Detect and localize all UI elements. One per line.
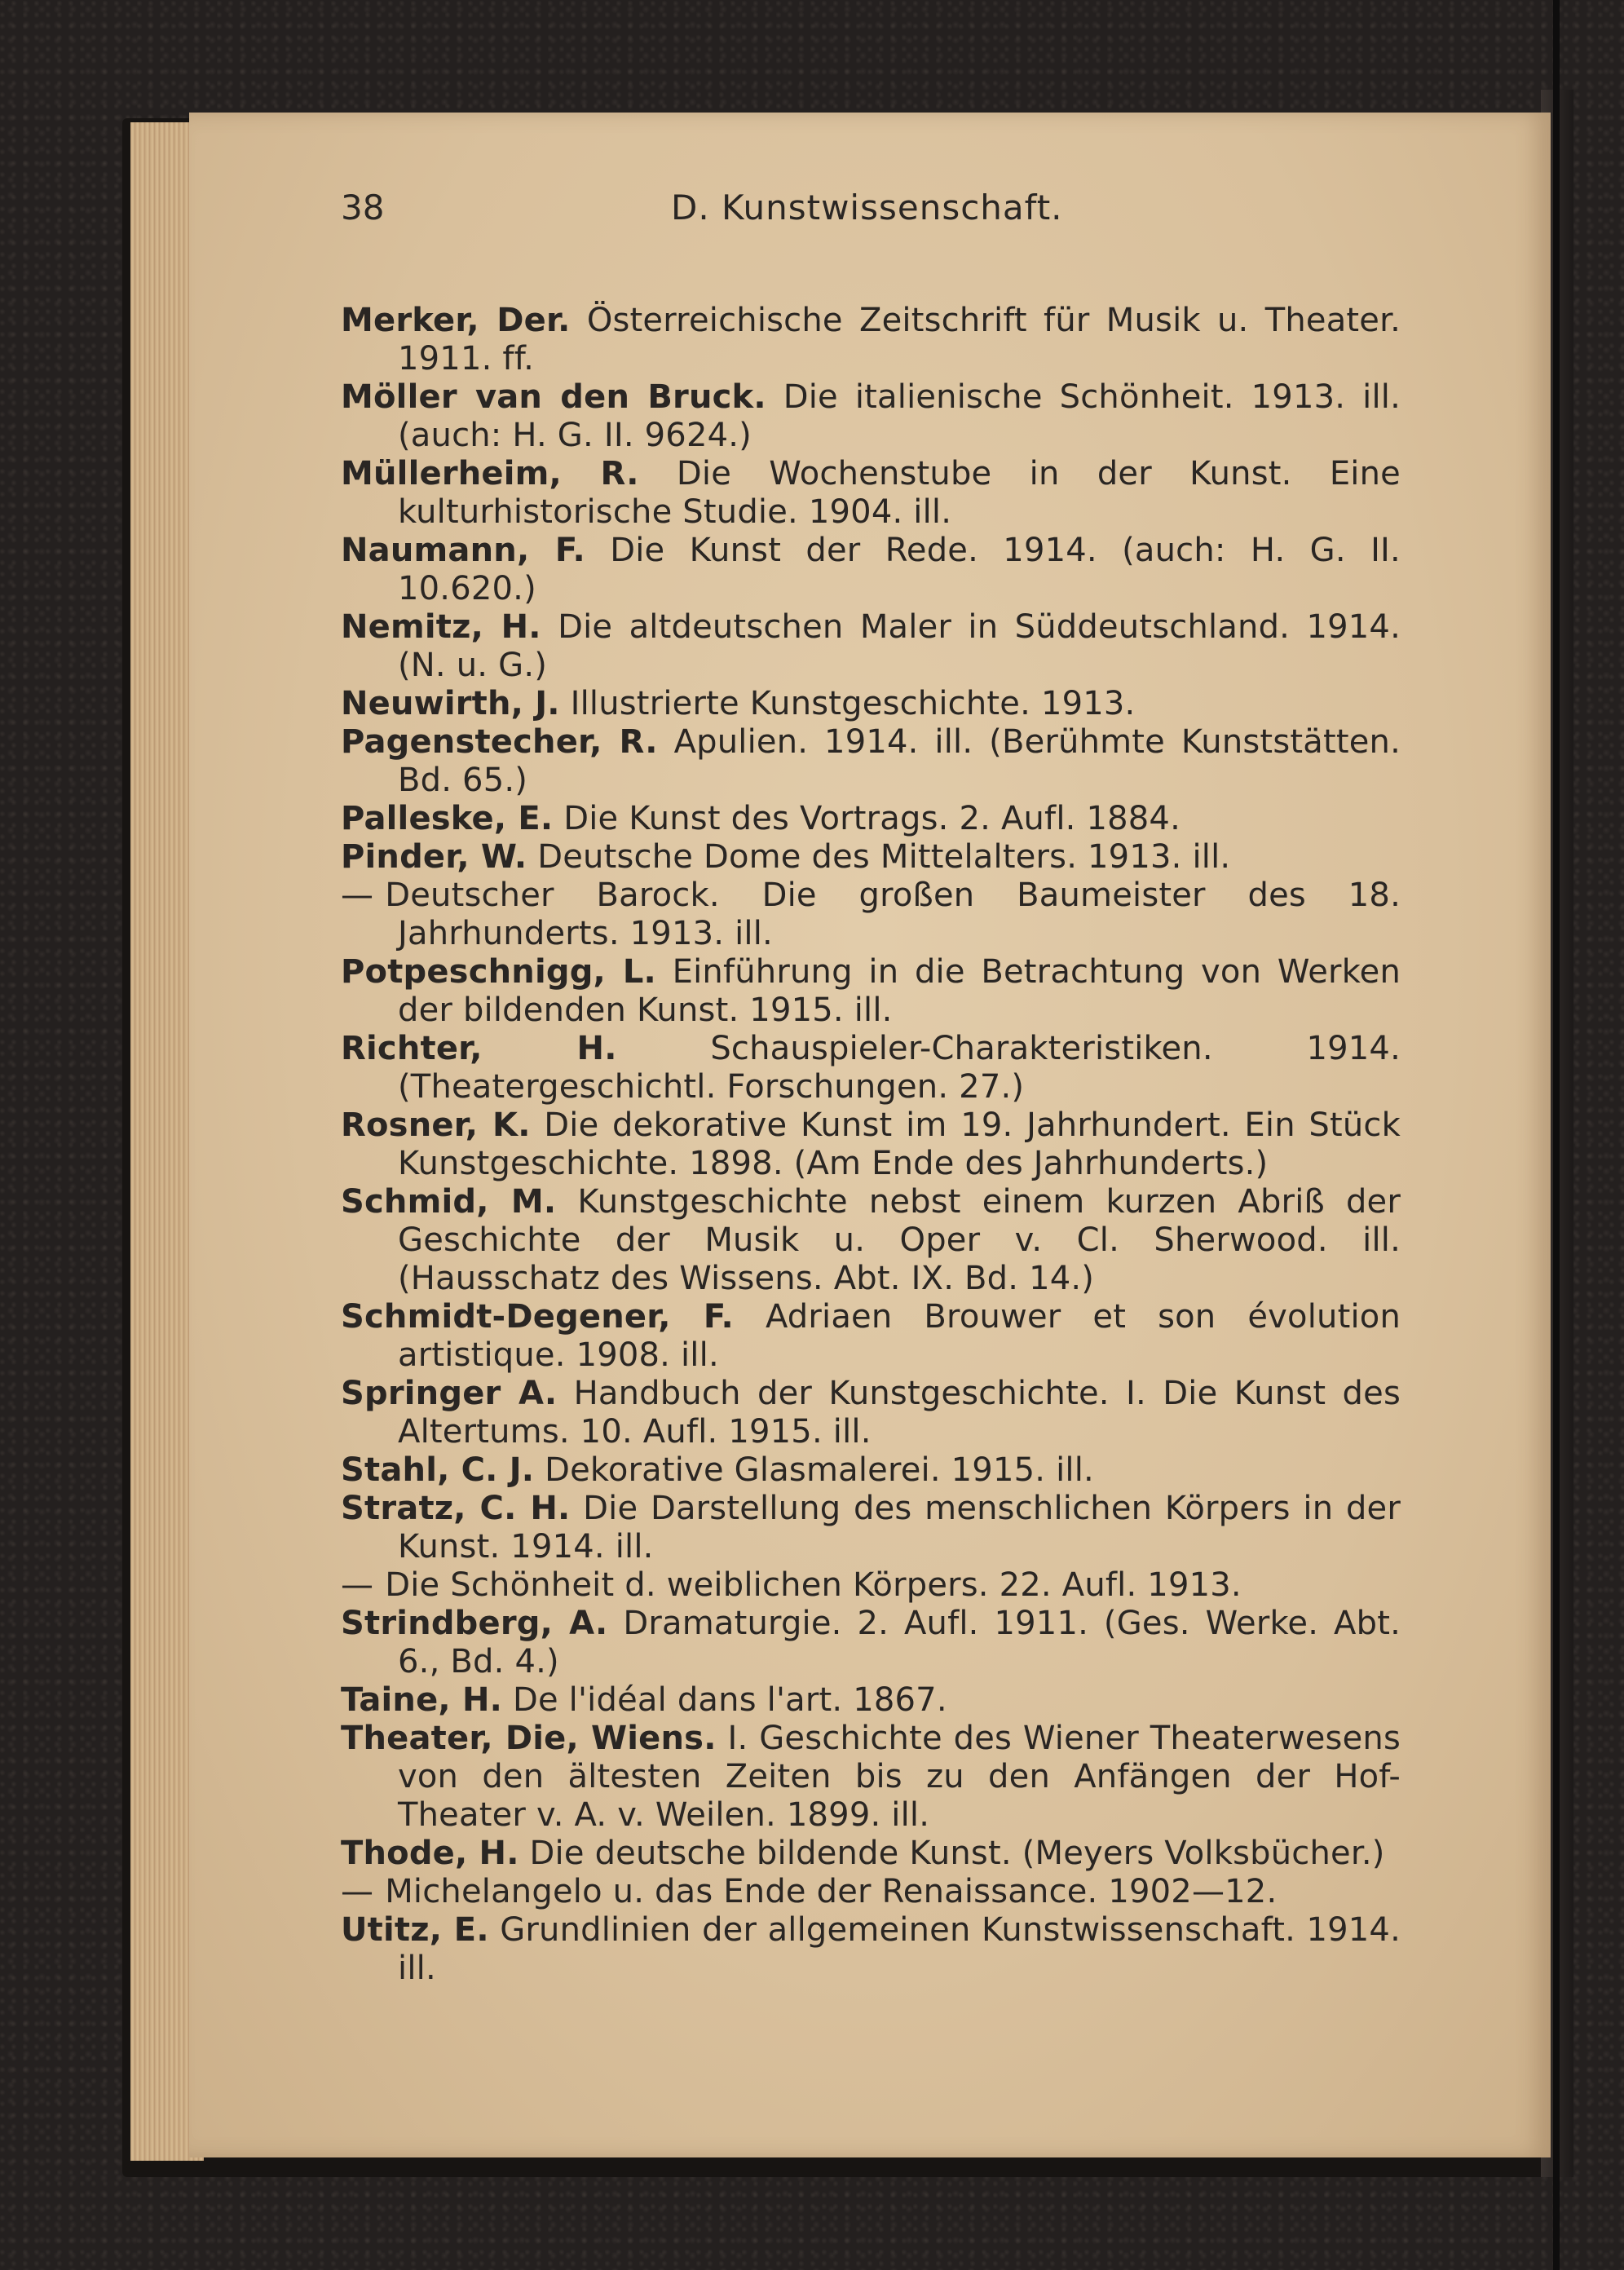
entry-author: Richter, H. [341,1030,617,1067]
entry-text: Einführung in die Betrachtung von Werken der bildenden Kunst. 1915. ill. [398,953,1401,1029]
bibliography-entry [341,1375,1401,1451]
bibliography-entry [341,1566,1401,1605]
entry-author: Pagenstecher, R. [341,723,658,761]
entry-author: Müllerheim, R. [341,455,639,492]
entry-author: Möller van den Bruck. [341,378,766,416]
entry-author: Schmid, M. [341,1183,557,1221]
entry-author: Rosner, K. [341,1106,531,1144]
entry-text: Die deutsche bildende Kunst. (Meyers Volksbücher.) [529,1835,1385,1872]
ditto-dash: — [341,1566,374,1604]
entry-text: Dramaturgie. 2. Aufl. 1911. (Ges. Werke. Abt. 6., Bd. 4.) [398,1605,1401,1680]
bibliography-entry [341,1451,1401,1490]
bibliography-entry [341,608,1401,685]
entry-text: I. Geschichte des Wiener Theaterwesens von den ältesten Zeiten bis zu den Anfängen der Hof-Theater v. A. v. Weilen. 1899. ill. [398,1720,1401,1834]
entry-text: Österreichische Zeitschrift für Musik u. Theater. 1911. ff. [398,302,1401,378]
bibliography-entry [341,1911,1401,1988]
bibliography-list [341,302,1401,1988]
bibliography-entry [341,1835,1401,1873]
entry-author: Strindberg, A. [341,1605,608,1642]
bibliography-entry [341,378,1401,455]
entry-author: Stratz, C. H. [341,1490,571,1527]
entry-text: Deutscher Barock. Die großen Baumeister des 18. Jahrhunderts. 1913. ill. [385,877,1401,952]
bibliography-entry [341,1183,1401,1298]
bibliography-entry [341,1605,1401,1681]
bibliography-entry [341,455,1401,532]
page-number: 38 [341,188,385,227]
entry-text: Die italienische Schönheit. 1913. ill. (auch: H. G. II. 9624.) [398,378,1401,454]
bibliography-entry [341,877,1401,953]
entry-text: Illustrierte Kunstgeschichte. 1913. [570,685,1136,722]
bibliography-entry [341,953,1401,1030]
entry-text: Adriaen Brouwer et son évolution artistique. 1908. ill. [398,1298,1401,1374]
ditto-dash: — [341,877,374,914]
entry-author: Utitz, E. [341,1911,489,1949]
entry-author: Merker, Der. [341,302,571,339]
bibliography-entry [341,685,1401,723]
bibliography-entry [341,1873,1401,1911]
entry-text: Die dekorative Kunst im 19. Jahrhundert. Ein Stück Kunstgeschichte. 1898. (Am Ende des Jahrhunderts.) [398,1106,1401,1182]
entry-text: Die Kunst des Vortrags. 2. Aufl. 1884. [563,800,1180,837]
entry-author: Schmidt-Degener, F. [341,1298,734,1336]
ditto-dash: — [341,1873,374,1910]
entry-text: Deutsche Dome des Mittelalters. 1913. ill. [537,838,1231,876]
entry-author: Theater, Die, Wiens. [341,1720,717,1757]
bibliography-entry [341,302,1401,378]
entry-author: Neuwirth, J. [341,685,560,722]
entry-author: Potpeschnigg, L. [341,953,656,991]
entry-text: Die altdeutschen Maler in Süddeutschland. 1914. (N. u. G.) [398,608,1401,684]
bibliography-entry [341,1490,1401,1566]
entry-author: Thode, H. [341,1835,519,1872]
bibliography-entry [341,1681,1401,1720]
entry-author: Palleske, E. [341,800,554,837]
entry-text: Die Kunst der Rede. 1914. (auch: H. G. II. 10.620.) [398,532,1401,607]
bibliography-entry [341,1030,1401,1106]
bibliography-entry [341,1720,1401,1835]
bibliography-entry [341,1298,1401,1375]
bibliography-entry [341,532,1401,608]
page-header [341,179,1417,245]
entry-author: Nemitz, H. [341,608,541,646]
entry-text: Die Darstellung des menschlichen Körpers in der Kunst. 1914. ill. [398,1490,1401,1566]
entry-text: Dekorative Glasmalerei. 1915. ill. [545,1451,1094,1489]
entry-author: Springer A. [341,1375,558,1412]
entry-text: Die Schönheit d. weiblichen Körpers. 22. Aufl. 1913. [385,1566,1242,1604]
bibliography-entry [341,838,1401,877]
entry-author: Naumann, F. [341,532,585,569]
entry-author: Stahl, C. J. [341,1451,535,1489]
entry-text: Michelangelo u. das Ende der Renaissance. 1902—12. [385,1873,1278,1910]
bibliography-entry [341,723,1401,800]
bibliography-entry [341,1106,1401,1183]
bibliography-entry [341,800,1401,838]
entry-author: Taine, H. [341,1681,503,1719]
entry-text: De l'idéal dans l'art. 1867. [512,1681,947,1719]
entry-text: Handbuch der Kunstgeschichte. I. Die Kunst des Altertums. 10. Aufl. 1915. ill. [398,1375,1401,1451]
entry-text: Apulien. 1914. ill. (Berühmte Kunststätten. Bd. 65.) [398,723,1401,799]
entry-text: Kunstgeschichte nebst einem kurzen Abriß der Geschichte der Musik u. Oper v. Cl. Sherwood. ill. (Hausschatz des Wissens. Abt. IX. Bd. 14.) [398,1183,1401,1297]
entry-text: Grundlinien der allgemeinen Kunstwissenschaft. 1914. ill. [398,1911,1401,1987]
entry-text: Schauspieler-Charakteristiken. 1914. (Theatergeschichtl. Forschungen. 27.) [398,1030,1401,1106]
entry-text: Die Wochenstube in der Kunst. Eine kulturhistorische Studie. 1904. ill. [398,455,1401,531]
edge-bar [1553,0,1560,2270]
running-title: D. Kunstwissenschaft. [671,188,1063,227]
entry-author: Pinder, W. [341,838,527,876]
